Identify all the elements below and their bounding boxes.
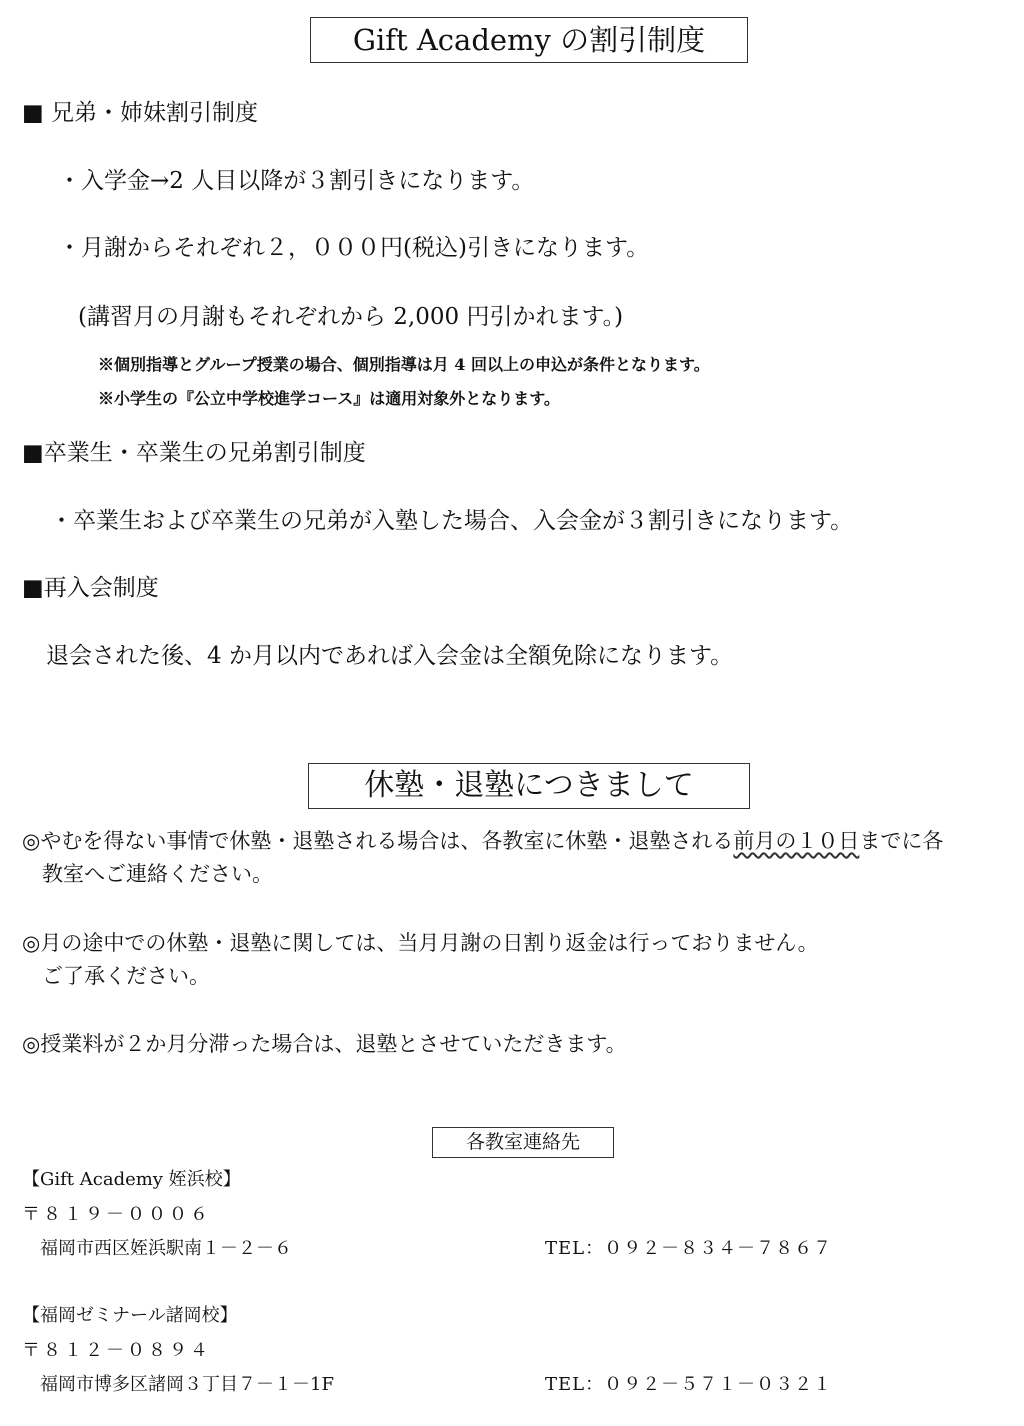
school2-phone: TEL：０９２－５７１－０３２１ xyxy=(545,1374,833,1395)
readmission-heading: ■再入会制度 xyxy=(22,575,159,601)
leave-paragraph-1 xyxy=(22,825,943,855)
school1-postal-code: 〒８１９－０００６ xyxy=(22,1204,211,1225)
school2-name: 【福岡ゼミナール諸岡校】 xyxy=(22,1305,238,1326)
leave-deadline-emphasis: 前月の１０日 xyxy=(733,829,860,853)
leave-paragraph-2-line2: ご了承ください。 xyxy=(42,964,210,988)
sibling-discount-heading: ■ 兄弟・姉妹割引制度 xyxy=(22,100,259,126)
leave-p1-tail: までに各 xyxy=(859,829,944,853)
readmission-line: 退会された後、4 か月以内であれば入会金は全額免除になります。 xyxy=(46,643,734,669)
leave-paragraph-2: ◎月の途中での休塾・退塾に関しては、当月月謝の日割り返金は行っておりません。 xyxy=(22,931,819,955)
sibling-course-fee-line: (講習月の月謝もそれぞれから 2,000 円引かれます。) xyxy=(78,304,624,330)
graduate-discount-heading: ■卒業生・卒業生の兄弟割引制度 xyxy=(22,440,366,466)
sibling-entrance-fee-line: ・入学金→2 人目以降が３割引きになります。 xyxy=(58,168,535,194)
school2-postal-code: 〒８１２－０８９４ xyxy=(22,1340,211,1361)
school2-address: 福岡市博多区諸岡３丁目７－１－1F xyxy=(40,1374,334,1395)
sibling-monthly-fee-line: ・月謝からそれぞれ２，０００円(税込)引きになります。 xyxy=(58,235,650,261)
school1-name: 【Gift Academy 姪浜校】 xyxy=(22,1169,241,1190)
leave-p1-text: ◎やむを得ない事情で休塾・退塾される場合は、各教室に休塾・退塾される xyxy=(22,829,734,853)
leave-paragraph-1-line2: 教室へご連絡ください。 xyxy=(42,862,273,886)
contacts-title: 各教室連絡先 xyxy=(432,1127,614,1158)
leave-paragraph-3: ◎授業料が２か月分滞った場合は、退塾とさせていただきます。 xyxy=(22,1032,627,1056)
graduate-discount-line: ・卒業生および卒業生の兄弟が入塾した場合、入会金が３割引きになります。 xyxy=(50,508,854,534)
sibling-note-elementary: ※小学生の『公立中学校進学コース』は適用対象外となります。 xyxy=(98,389,560,408)
sibling-note-individual: ※個別指導とグループ授業の場合、個別指導は月 4 回以上の申込が条件となります。 xyxy=(98,355,710,374)
school1-phone: TEL：０９２－８３４－７８６７ xyxy=(545,1238,833,1259)
school1-address: 福岡市西区姪浜駅南１－２－６ xyxy=(40,1238,292,1259)
leave-title: 休塾・退塾につきまして xyxy=(308,763,750,809)
discount-title: Gift Academy の割引制度 xyxy=(310,17,748,63)
